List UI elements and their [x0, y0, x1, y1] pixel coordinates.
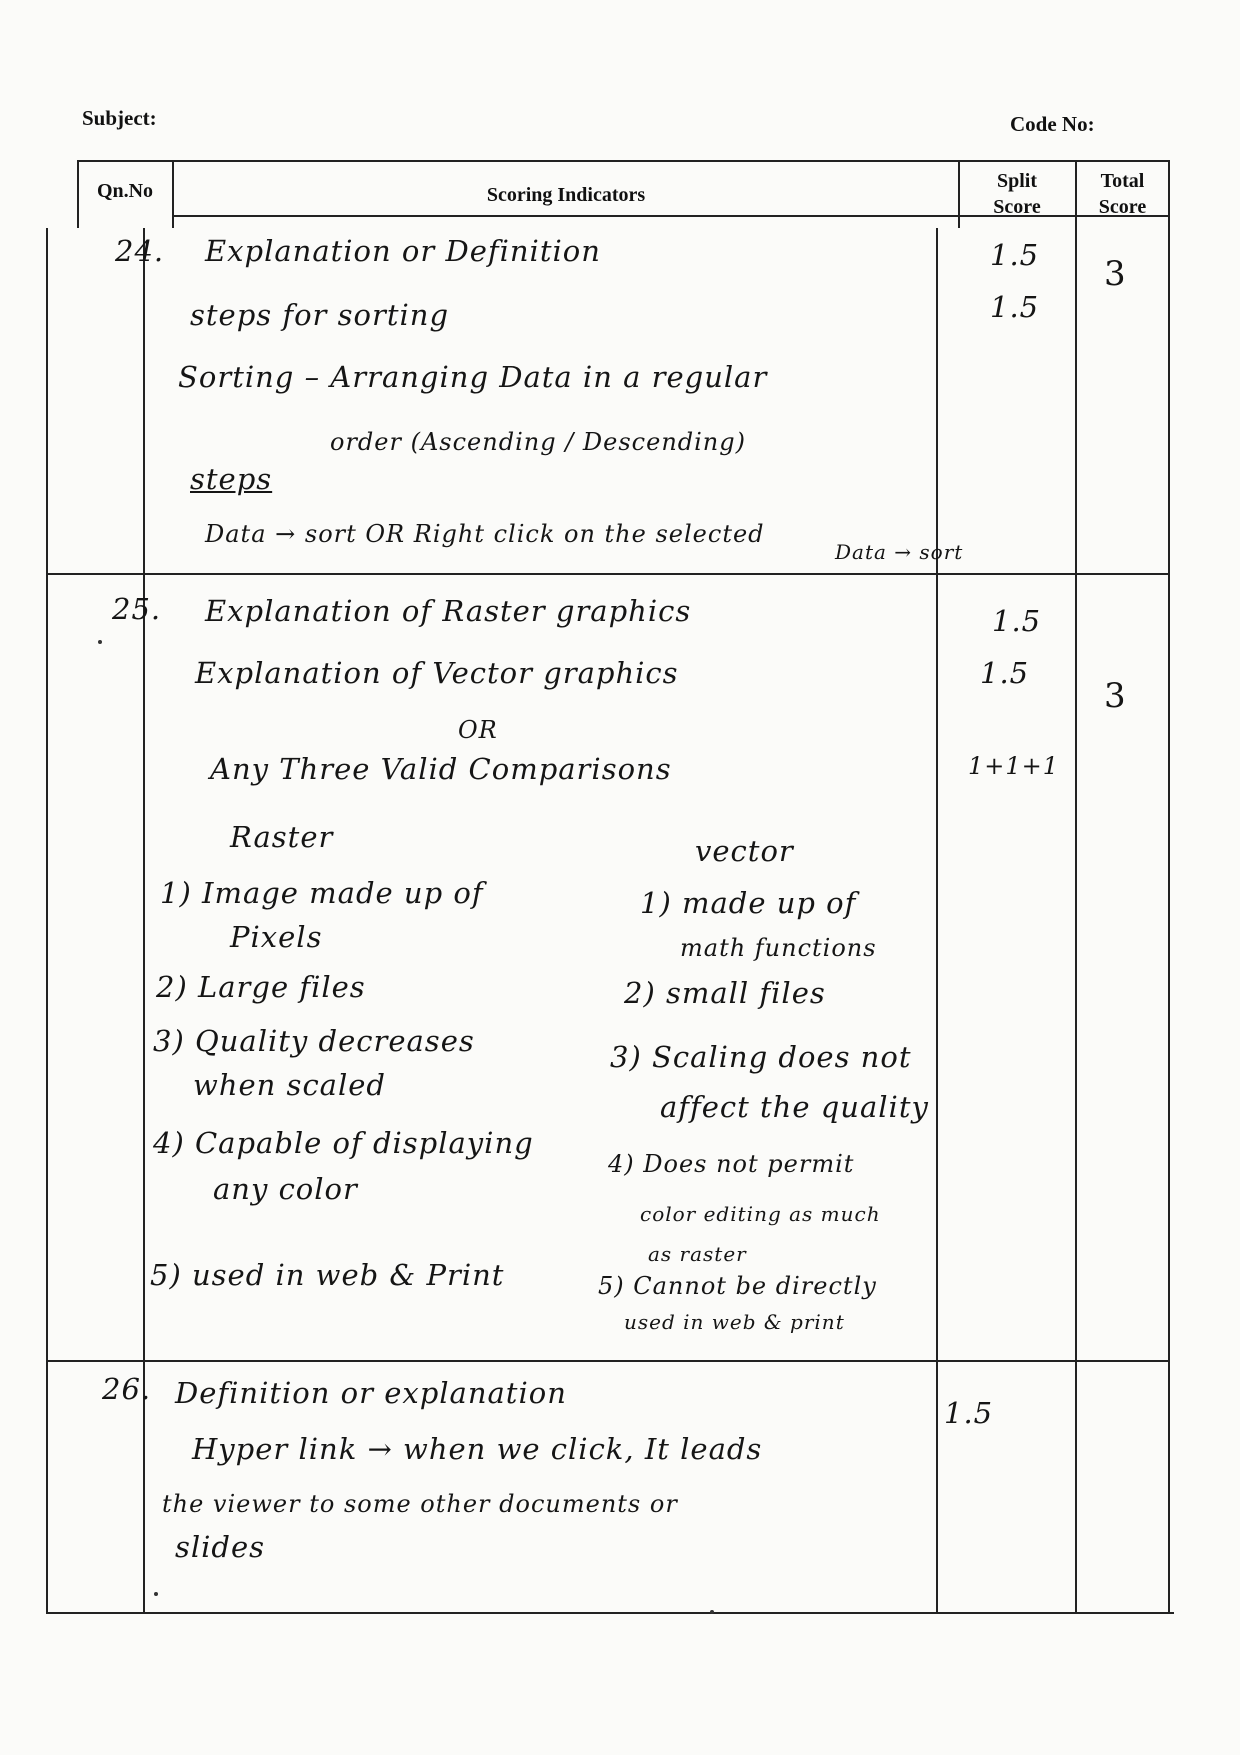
col-scoring-indicators: Scoring Indicators [486, 184, 646, 206]
vector-point: 1) made up of [640, 886, 857, 920]
split-score: 1.5 [990, 290, 1040, 324]
col-qn-no: Qn.No [96, 180, 154, 202]
indicator-line: Hyper link → when we click, It leads [192, 1432, 763, 1466]
split-score: 1.5 [944, 1396, 994, 1430]
indicator-line: Explanation or Definition [205, 234, 601, 268]
ink-dot [154, 1592, 158, 1596]
total-score: 3 [1104, 676, 1127, 716]
raster-heading: Raster [230, 820, 334, 854]
vector-point: 5) Cannot be directly [598, 1272, 877, 1300]
indicator-line: Any Three Valid Comparisons [210, 752, 672, 786]
col-total-score: Total Score [1098, 170, 1147, 218]
vector-point: 3) Scaling does not [610, 1040, 912, 1074]
indicator-line: steps for sorting [190, 298, 450, 332]
indicator-line: Explanation of Raster graphics [205, 594, 692, 628]
raster-point: any color [213, 1172, 358, 1206]
col-split-score: Split Score [993, 170, 1041, 218]
indicator-line: order (Ascending / Descending) [330, 428, 746, 456]
indicator-line: Definition or explanation [175, 1376, 567, 1410]
vector-point: used in web & print [624, 1310, 845, 1334]
split-score: 1.5 [980, 656, 1030, 690]
raster-point: 1) Image made up of [160, 876, 484, 910]
split-score: 1.5 [990, 238, 1040, 272]
indicator-line: Data → sort OR Right click on the selected [205, 520, 765, 548]
indicator-line: Data → sort [835, 540, 964, 564]
raster-point: 4) Capable of displaying [153, 1126, 534, 1160]
vector-point: 4) Does not permit [608, 1150, 855, 1178]
ink-dot [98, 640, 102, 644]
raster-point: when scaled [193, 1068, 386, 1102]
code-no-label: Code No: [1010, 112, 1095, 136]
question-number: 26. [102, 1372, 152, 1406]
vector-heading: vector [695, 834, 794, 868]
raster-point: Pixels [230, 920, 323, 954]
vector-point: 2) small files [624, 976, 826, 1010]
question-number: 25. [112, 592, 162, 626]
ink-dot [710, 1610, 714, 1614]
raster-point: 3) Quality decreases [153, 1024, 475, 1058]
subject-label: Subject: [82, 106, 157, 130]
indicator-line: the viewer to some other documents or [162, 1490, 678, 1518]
indicator-line: Sorting – Arranging Data in a regular [178, 360, 768, 394]
vector-point: as raster [648, 1242, 747, 1266]
raster-point: 5) used in web & Print [150, 1258, 505, 1292]
split-score: 1.5 [992, 604, 1042, 638]
indicator-line: slides [175, 1530, 266, 1564]
raster-point: 2) Large files [156, 970, 366, 1004]
indicator-line: OR [458, 716, 498, 744]
vector-point: affect the quality [660, 1090, 929, 1124]
vector-point: color editing as much [640, 1202, 881, 1226]
split-score: 1+1+1 [968, 752, 1060, 780]
question-number: 24. [115, 234, 165, 268]
vector-point: math functions [680, 934, 877, 962]
total-score: 3 [1104, 254, 1127, 294]
indicator-line: Explanation of Vector graphics [195, 656, 679, 690]
indicator-line: steps [190, 462, 273, 496]
